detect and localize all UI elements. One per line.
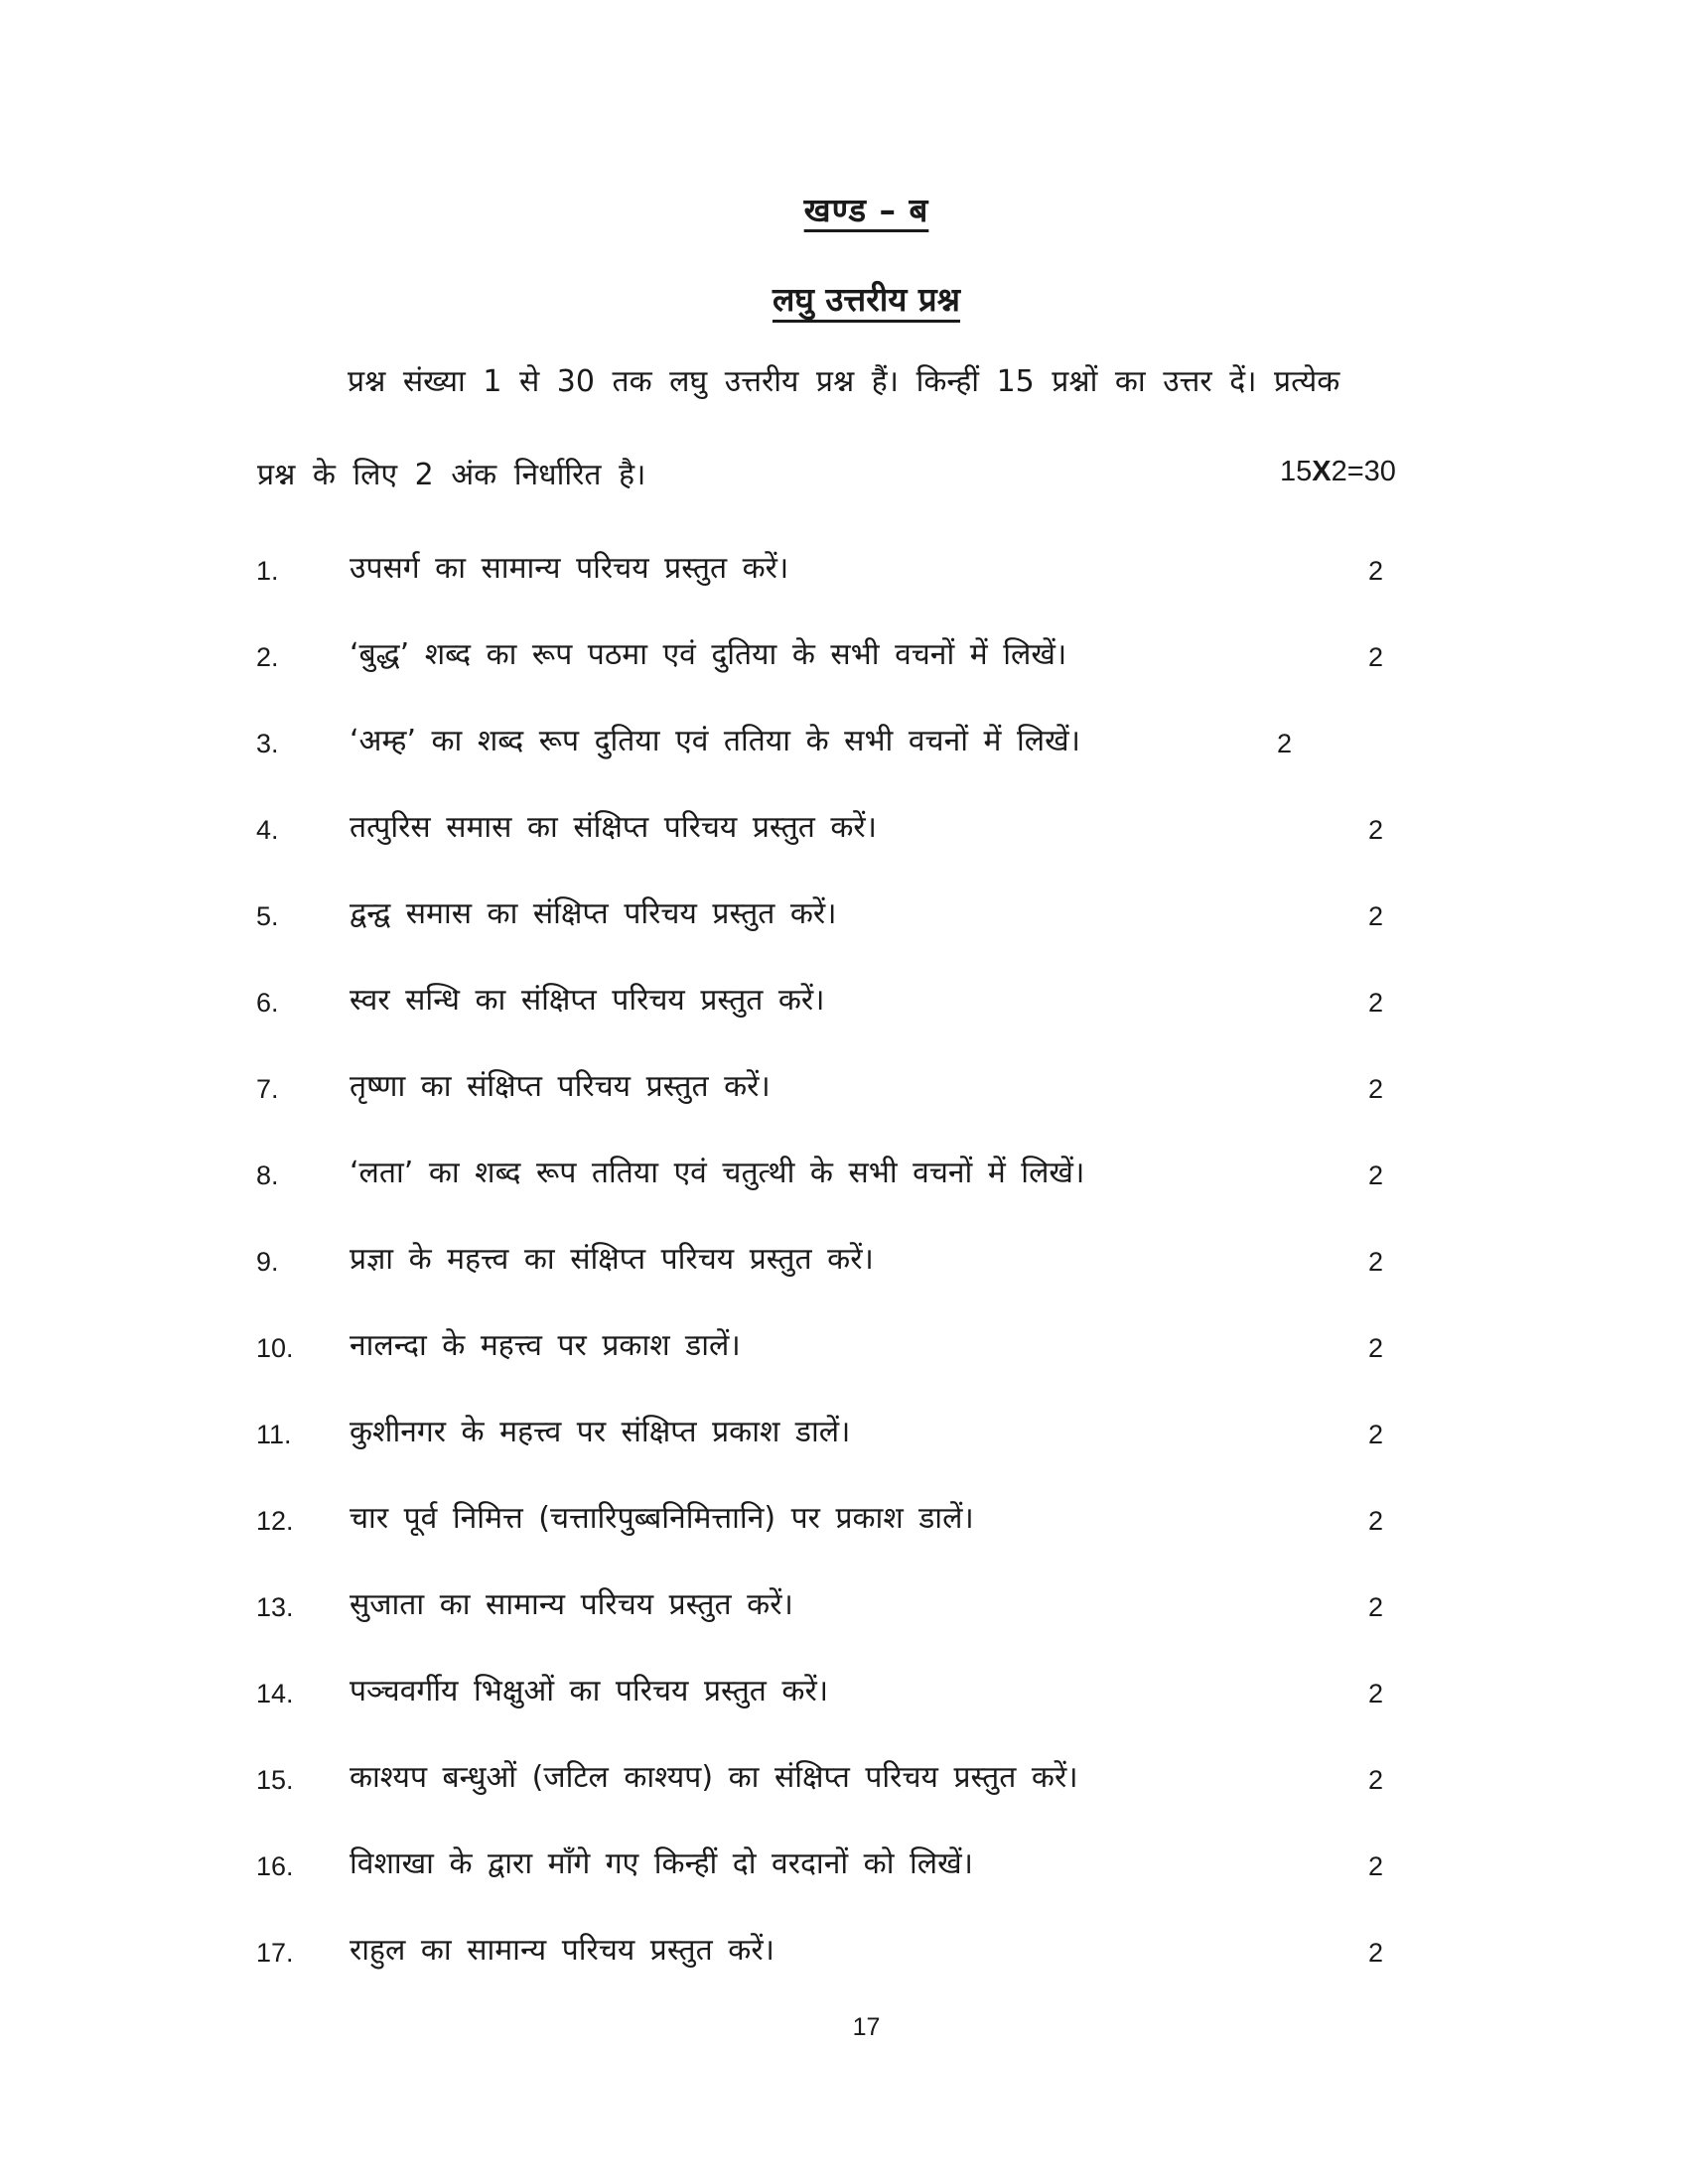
question-number: 16.: [256, 1851, 294, 1881]
question-item: [0, 891, 1688, 951]
total-marks-left: 15: [1280, 456, 1313, 487]
question-item: [0, 1064, 1688, 1124]
question-text: नालन्दा के महत्त्व पर प्रकाश डालें।: [350, 1328, 741, 1363]
question-item: [0, 805, 1688, 865]
total-marks-right: 2=30: [1331, 456, 1396, 487]
question-text: स्वर सन्धि का संक्षिप्त परिचय प्रस्तुत करें।: [350, 983, 825, 1018]
page-number: 17: [852, 2013, 881, 2041]
question-marks: 2: [1368, 1765, 1384, 1795]
question-number: 9.: [256, 1247, 279, 1277]
question-number: 10.: [256, 1333, 294, 1363]
question-marks: 2: [1368, 1074, 1384, 1104]
question-text: ‘अम्ह’ का शब्द रूप दुतिया एवं ततिया के सभी वचनों में लिखें।: [350, 724, 1081, 758]
total-marks-multiply: X: [1312, 456, 1332, 487]
question-text: काश्यप बन्धुओं (जटिल काश्यप) का संक्षिप्त परिचय प्रस्तुत करें।: [350, 1760, 1078, 1795]
question-item: [0, 1755, 1688, 1815]
question-marks: 2: [1368, 1851, 1384, 1881]
question-number: 7.: [256, 1074, 279, 1104]
question-text: सुजाता का सामान्य परिचय प्रस्तुत करें।: [350, 1587, 793, 1622]
question-item: [0, 546, 1688, 606]
question-text: तत्पुरिस समास का संक्षिप्त परिचय प्रस्तुत करें।: [350, 810, 878, 845]
question-text: कुशीनगर के महत्त्व पर संक्षिप्त प्रकाश डालें।: [350, 1415, 851, 1449]
question-marks: 2: [1368, 1247, 1384, 1277]
section-subtitle: लघु उत्तरीय प्रश्न: [772, 280, 961, 319]
question-number: 12.: [256, 1506, 294, 1536]
question-number: 8.: [256, 1160, 279, 1190]
question-item: [0, 1151, 1688, 1210]
question-number: 2.: [256, 642, 279, 672]
question-number: 6.: [256, 988, 279, 1018]
question-text: प्रज्ञा के महत्त्व का संक्षिप्त परिचय प्रस्तुत करें।: [350, 1242, 874, 1277]
question-item: [0, 719, 1688, 778]
question-item: [0, 978, 1688, 1037]
question-text: तृष्णा का संक्षिप्त परिचय प्रस्तुत करें।: [350, 1069, 771, 1104]
question-text: चार पूर्व निमित्त (चत्तारिपुब्बनिमित्तानि) पर प्रकाश डालें।: [350, 1501, 974, 1536]
question-text: उपसर्ग का सामान्य परिचय प्रस्तुत करें।: [350, 551, 789, 586]
question-marks: 2: [1368, 556, 1384, 586]
question-text: पञ्चवर्गीय भिक्षुओं का परिचय प्रस्तुत करें।: [350, 1674, 829, 1708]
question-number: 15.: [256, 1765, 294, 1795]
question-number: 1.: [256, 556, 279, 586]
question-number: 4.: [256, 815, 279, 845]
question-number: 13.: [256, 1592, 294, 1622]
question-marks: 2: [1368, 1592, 1384, 1622]
question-text: राहुल का सामान्य परिचय प्रस्तुत करें।: [350, 1933, 774, 1968]
question-number: 3.: [256, 729, 279, 758]
question-number: 11.: [256, 1420, 292, 1449]
question-marks: 2: [1368, 1160, 1384, 1190]
question-item: [0, 1496, 1688, 1556]
question-marks: 2: [1368, 988, 1384, 1018]
question-marks: 2: [1368, 815, 1384, 845]
question-item: [0, 1582, 1688, 1642]
question-marks: 2: [1368, 1938, 1384, 1968]
question-marks: 2: [1368, 1333, 1384, 1363]
question-text: विशाखा के द्वारा माँगे गए किन्हीं दो वरदानों को लिखें।: [350, 1846, 974, 1881]
instructions-line-1: प्रश्न संख्या 1 से 30 तक लघु उत्तरीय प्रश्न हैं। किन्हीं 15 प्रश्नों का उत्तर दें। प्रत्येक: [348, 364, 1340, 399]
question-item: [0, 1842, 1688, 1901]
question-marks: 2: [1368, 1679, 1384, 1708]
question-text: द्वन्द्व समास का संक्षिप्त परिचय प्रस्तुत करें।: [350, 896, 837, 931]
question-item: [0, 632, 1688, 692]
question-item: [0, 1237, 1688, 1297]
question-marks: 2: [1368, 1420, 1384, 1449]
question-marks: 2: [1368, 901, 1384, 931]
question-marks: 2: [1277, 729, 1293, 758]
instructions-line-2: प्रश्न के लिए 2 अंक निर्धारित है।: [257, 458, 646, 492]
question-marks: 2: [1368, 642, 1384, 672]
question-text: ‘लता’ का शब्द रूप ततिया एवं चतुत्थी के सभी वचनों में लिखें।: [350, 1156, 1085, 1190]
question-marks: 2: [1368, 1506, 1384, 1536]
question-number: 5.: [256, 901, 279, 931]
question-text: ‘बुद्ध’ शब्द का रूप पठमा एवं दुतिया के सभी वचनों में लिखें।: [350, 637, 1067, 672]
question-item: [0, 1669, 1688, 1728]
question-number: 17.: [256, 1938, 294, 1968]
question-item: [0, 1410, 1688, 1469]
question-number: 14.: [256, 1679, 294, 1708]
question-item: [0, 1928, 1688, 1987]
section-title: खण्ड – ब: [803, 191, 929, 229]
question-item: [0, 1323, 1688, 1383]
